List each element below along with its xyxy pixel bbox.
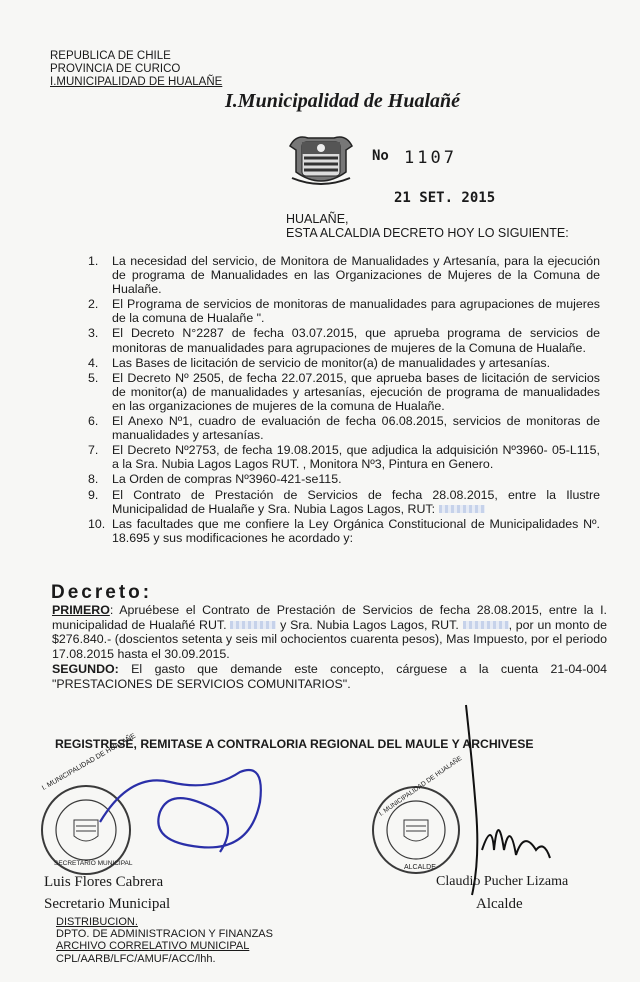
header-municipalidad: I.MUNICIPALIDAD DE HUALAÑE bbox=[50, 76, 223, 88]
secretary-seal-role: SECRETARIO MUNICIPAL bbox=[54, 860, 133, 867]
distribution-line: ARCHIVO CORRELATIVO MUNICIPAL bbox=[56, 940, 250, 952]
redaction-mark bbox=[463, 621, 509, 629]
mayor-name: Claudio Pucher Lizama bbox=[436, 874, 569, 889]
secretary-role: Secretario Municipal bbox=[44, 896, 171, 912]
secretary-signature bbox=[90, 752, 280, 877]
list-item: 8. La Orden de compras Nº3960-421-se115. bbox=[88, 472, 342, 487]
redaction-mark bbox=[439, 505, 485, 513]
mayor-role: Alcalde bbox=[476, 896, 523, 912]
segundo-label: SEGUNDO: bbox=[52, 662, 119, 676]
list-item: 3. El Decreto N°2287 de fecha 03.07.2015, que aprueba programa de servicios de monitoras de manualidades para agrupaciones de mujeres de la Comuna de Hualañe. bbox=[88, 326, 600, 355]
decree-intro: ESTA ALCALDIA DECRETO HOY LO SIGUIENTE: bbox=[286, 226, 569, 240]
primero-label: PRIMERO bbox=[52, 603, 110, 617]
header-provincia: PROVINCIA DE CURICO bbox=[50, 63, 181, 75]
list-item: 10. Las facultades que me confiere la Ley Orgánica Constitucional de Municipalidades Nº. 18.695 y sus modificaciones he acordado y: bbox=[88, 516, 600, 545]
secretary-seal-text: I. MUNICIPALIDAD DE HUALAÑE bbox=[41, 732, 138, 793]
list-item: 9. El Contrato de Prestación de Servicios de fecha 28.08.2015, entre la Ilustre Municipalidad de Hualañe y Sra. Nubia Lagos Lagos, RUT: bbox=[88, 487, 600, 516]
place-name: HUALAÑE, bbox=[286, 212, 349, 226]
letterhead-title: I.Municipalidad de Hualañé bbox=[225, 90, 461, 112]
list-item: 1. La necesidad del servicio, de Monitora de Manualidades y Artesanía, para la ejecución de programa de Manualidades en las Organizaciones de Mujeres de la Comuna de Hualañe. bbox=[88, 254, 600, 297]
date-stamp: 21 SET. 2015 bbox=[394, 190, 496, 206]
list-item: 7. El Decreto Nº2753, de fecha 19.08.2015, que adjudica la adquisición Nº3960- 05-L115, a la Sra. Nubia Lagos Lagos RUT. , Monitora Nº3, Pintura en Genero. bbox=[88, 443, 600, 472]
list-item: 2. El Programa de servicios de monitoras de manualidades para agrupaciones de mujeres de la comuna de Hualañe ". bbox=[88, 297, 600, 326]
list-item: 4. Las Bases de licitación de servicio de monitor(a) de manualidades y artesanías. bbox=[88, 355, 551, 370]
initials-line: CPL/AARB/LFC/AMUF/ACC/lhh. bbox=[56, 953, 216, 965]
coat-of-arms-logo bbox=[286, 128, 356, 195]
decree-number: 1107 bbox=[404, 148, 457, 168]
distribution-heading: DISTRIBUCION. bbox=[56, 916, 138, 928]
segundo-paragraph: SEGUNDO: El gasto que demande este concepto, cárguese a la cuenta 21-04-004 "PRESTACIONES DE SERVICIOS COMUNITARIOS". bbox=[52, 662, 607, 691]
list-item: 6. El Anexo Nº1, cuadro de evaluación de fecha 06.08.2015, servicios de monitoras de manualidades y artesanías. bbox=[88, 414, 600, 443]
redaction-mark bbox=[230, 621, 276, 629]
mayor-seal-text: I. MUNICIPALIDAD DE HUALAÑE bbox=[378, 755, 464, 818]
secretary-name: Luis Flores Cabrera bbox=[44, 874, 164, 890]
distribution-line: DPTO. DE ADMINISTRACION Y FINANZAS bbox=[56, 928, 273, 940]
closing-statement: REGISTRESE, REMITASE A CONTRALORIA REGIONAL DEL MAULE Y ARCHIVESE bbox=[55, 737, 534, 751]
primero-paragraph: PRIMERO: Apruébese el Contrato de Prestación de Servicios de fecha 28.08.2015, entre la I. municipalidad de Hualañé RUT. y Sra. Nubia Lagos Lagos, RUT. , por un monto de $276.840.- (doscientos setenta y seis mil ochocientos cuarenta pesos), Mas Impuesto, por el periodo 17.08.2015 hasta el 30.09.2015. bbox=[52, 603, 607, 661]
considerations-list bbox=[88, 254, 600, 546]
mayor-seal-role: ALCALDE bbox=[404, 864, 436, 871]
list-item: 5. El Decreto Nº 2505, de fecha 22.07.2015, que aprueba bases de licitación de servicios de monitor(a) de manualidades y artesanías, ejecución de programa de manualidades en las organizaciones de mujeres de la comuna de Hualañe. bbox=[88, 370, 600, 413]
decreto-heading: Decreto: bbox=[51, 582, 153, 603]
header-republica: REPUBLICA DE CHILE bbox=[50, 50, 171, 62]
decree-number-prefix: No bbox=[372, 148, 389, 164]
